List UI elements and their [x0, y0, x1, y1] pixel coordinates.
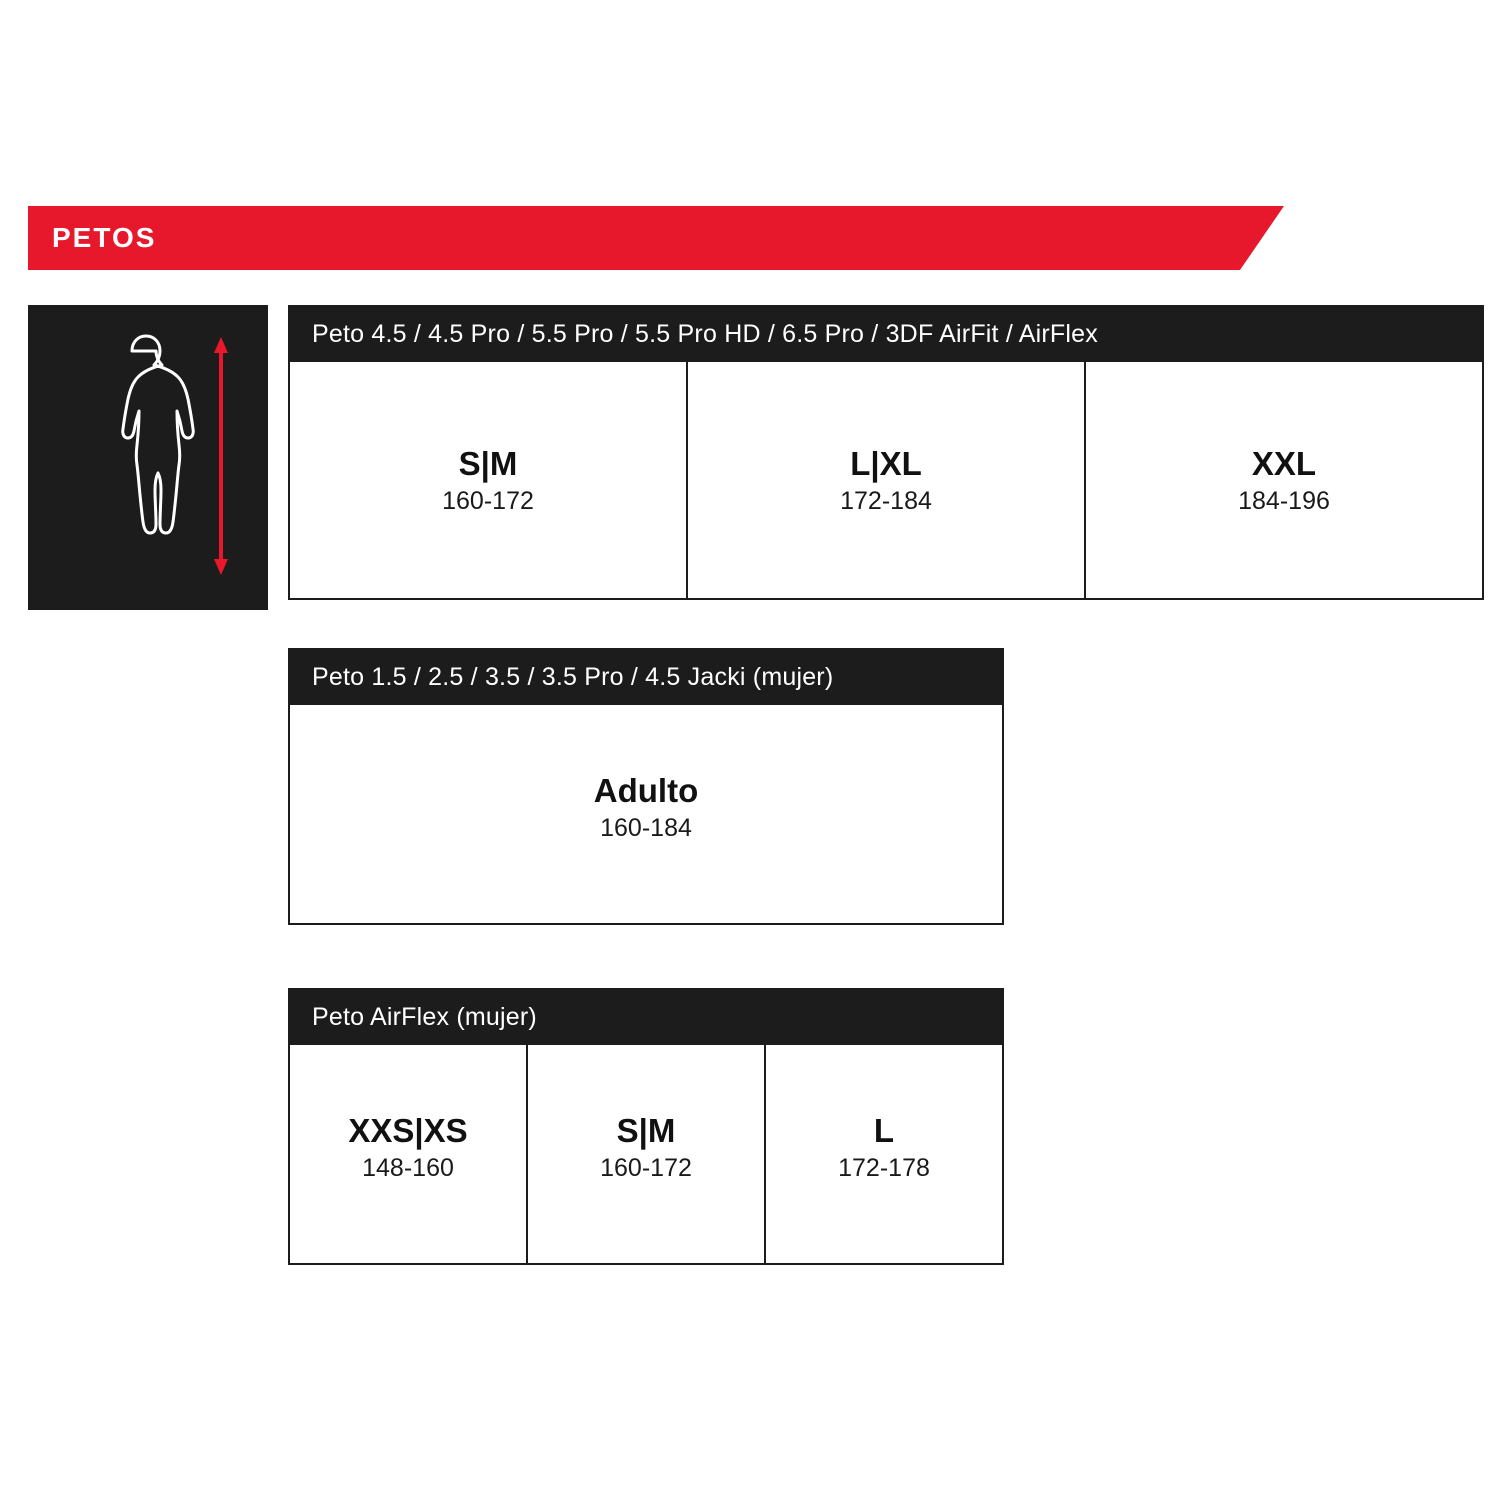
- size-label: L: [873, 1112, 895, 1149]
- size-range: 148-160: [362, 1154, 454, 1183]
- size-table-women: [288, 988, 1004, 1265]
- size-table-unisex: [288, 305, 1484, 600]
- table-body-adult: [290, 705, 1002, 923]
- table-header-unisex: Peto 4.5 / 4.5 Pro / 5.5 Pro / 5.5 Pro HD / 6.5 Pro / 3DF AirFit / AirFlex: [290, 307, 1482, 362]
- size-label: XXL: [1251, 445, 1317, 482]
- size-range: 184-196: [1238, 487, 1330, 516]
- size-label: L|XL: [850, 445, 922, 482]
- arrow-down-head-icon: [214, 559, 228, 575]
- size-range: 172-178: [838, 1154, 930, 1183]
- size-cell-xxl[interactable]: [1086, 362, 1482, 598]
- size-label: XXS|XS: [348, 1112, 468, 1149]
- size-range: 172-184: [840, 487, 932, 516]
- section-banner: [28, 206, 1284, 270]
- banner-title: PETOS: [52, 222, 157, 253]
- table-header-adult: Peto 1.5 / 2.5 / 3.5 / 3.5 Pro / 4.5 Jacki (mujer): [290, 650, 1002, 705]
- size-cell-adulto[interactable]: [290, 705, 1002, 923]
- size-cell-xxsxs[interactable]: [290, 1045, 528, 1263]
- size-label: Adulto: [593, 772, 699, 809]
- figure-panel: [28, 305, 268, 610]
- table-header-women: Peto AirFlex (mujer): [290, 990, 1002, 1045]
- size-range: 160-172: [600, 1154, 692, 1183]
- arrow-up-head-icon: [214, 337, 228, 353]
- size-cell-lxl[interactable]: [688, 362, 1086, 598]
- size-label: S|M: [616, 1112, 676, 1149]
- table-body-women: [290, 1045, 1002, 1263]
- size-cell-l-women[interactable]: [766, 1045, 1002, 1263]
- size-table-adult: [288, 648, 1004, 925]
- size-cell-sm-women[interactable]: [528, 1045, 766, 1263]
- size-range: 160-172: [442, 487, 534, 516]
- banner-background: [28, 206, 1284, 270]
- size-range: 160-184: [600, 814, 692, 843]
- standing-person-height-icon: [28, 305, 268, 610]
- table-body-unisex: [290, 362, 1482, 598]
- size-label: S|M: [458, 445, 518, 482]
- size-cell-sm[interactable]: [290, 362, 688, 598]
